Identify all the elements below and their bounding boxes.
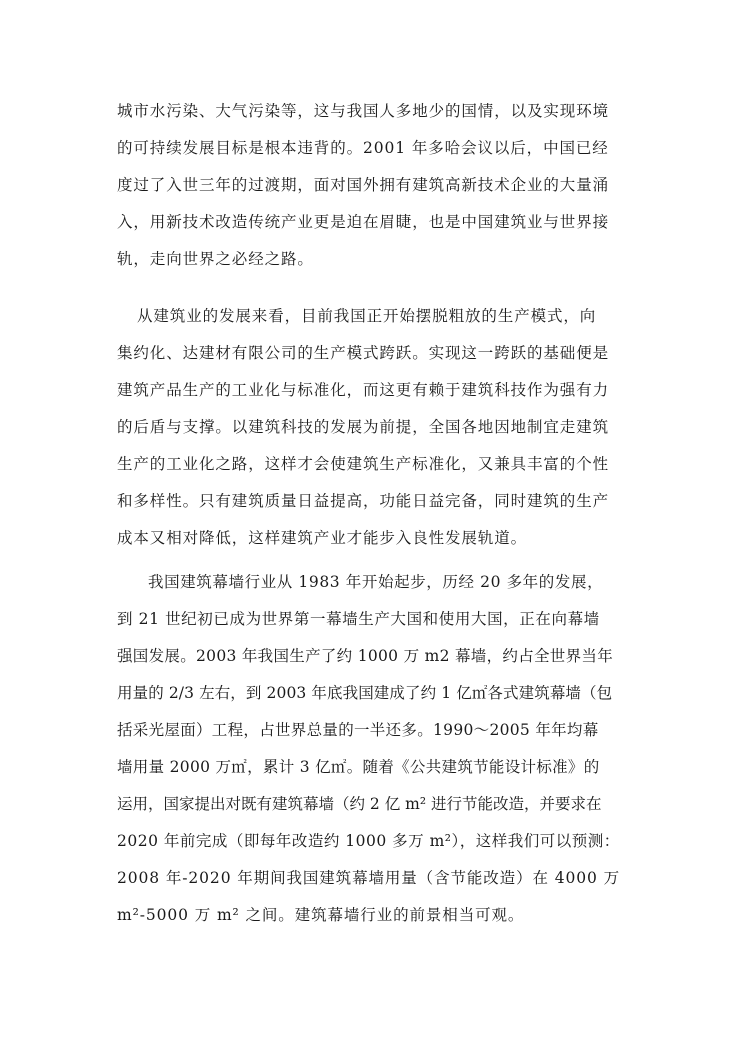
text-line: 从建筑业的发展来看，目前我国正开始摆脱粗放的生产模式，向 <box>137 307 597 325</box>
text-line: 入，用新技术改造传统产业更是迫在眉睫，也是中国建筑业与世界接 <box>117 213 610 231</box>
text-line: 建筑产品生产的工业化与标准化，而这更有赖于建筑科技作为强有力 <box>117 381 610 399</box>
paragraph-environment-wto <box>117 93 637 278</box>
text-line: 轨，走向世界之必经之路。 <box>117 250 314 268</box>
text-line: 2020 年前完成（即每年改造约 1000 多万 m²），这样我们可以预测： <box>117 832 620 850</box>
text-line: 运用，国家提出对既有建筑幕墙（约 2 亿 m² 进行节能改造，并要求在 <box>117 795 602 813</box>
text-line: 的后盾与支撑。以建筑科技的发展为前提，全国各地因地制宜走建筑 <box>117 418 610 436</box>
paragraph-industry-development <box>117 298 637 557</box>
text-line: 2008 年-2020 年期间我国建筑幕墙用量（含节能改造）在 4000 万 <box>117 869 620 887</box>
text-line: 生产的工业化之路，这样才会使建筑生产标准化，又兼具丰富的个性 <box>117 455 610 473</box>
text-line: 括采光屋面）工程，占世界总量的一半还多。1990～2005 年年均幕 <box>117 721 599 739</box>
text-line: 墙用量 2000 万㎡，累计 3 亿㎡。随着《公共建筑节能设计标准》的 <box>117 758 600 776</box>
text-line: 成本又相对降低，这样建筑产业才能步入良性发展轨道。 <box>117 529 528 547</box>
text-line: 强国发展。2003 年我国生产了约 1000 万 m2 幕墙，约占全世界当年 <box>117 647 613 665</box>
text-line: 和多样性。只有建筑质量日益提高，功能日益完备，同时建筑的生产 <box>117 492 610 510</box>
text-line: 度过了入世三年的过渡期，面对国外拥有建筑高新技术企业的大量涌 <box>117 176 610 194</box>
text-line: 城市水污染、大气污染等，这与我国人多地少的国情，以及实现环境 <box>117 102 610 120</box>
text-line: 集约化、达建材有限公司的生产模式跨跃。实现这一跨跃的基础便是 <box>117 344 610 362</box>
text-line: 到 21 世纪初已成为世界第一幕墙生产大国和使用大国，正在向幕墙 <box>117 610 600 628</box>
text-line: 我国建筑幕墙行业从 1983 年开始起步，历经 20 多年的发展， <box>148 573 604 591</box>
text-line: m²-5000 万 m² 之间。建筑幕墙行业的前景相当可观。 <box>117 906 525 924</box>
paragraph-curtain-wall <box>117 564 637 934</box>
text-line: 的可持续发展目标是根本违背的。2001 年多哈会议以后，中国已经 <box>117 139 609 157</box>
text-line: 用量的 2/3 左右，到 2003 年底我国建成了约 1 亿㎡各式建筑幕墙（包 <box>117 684 613 702</box>
